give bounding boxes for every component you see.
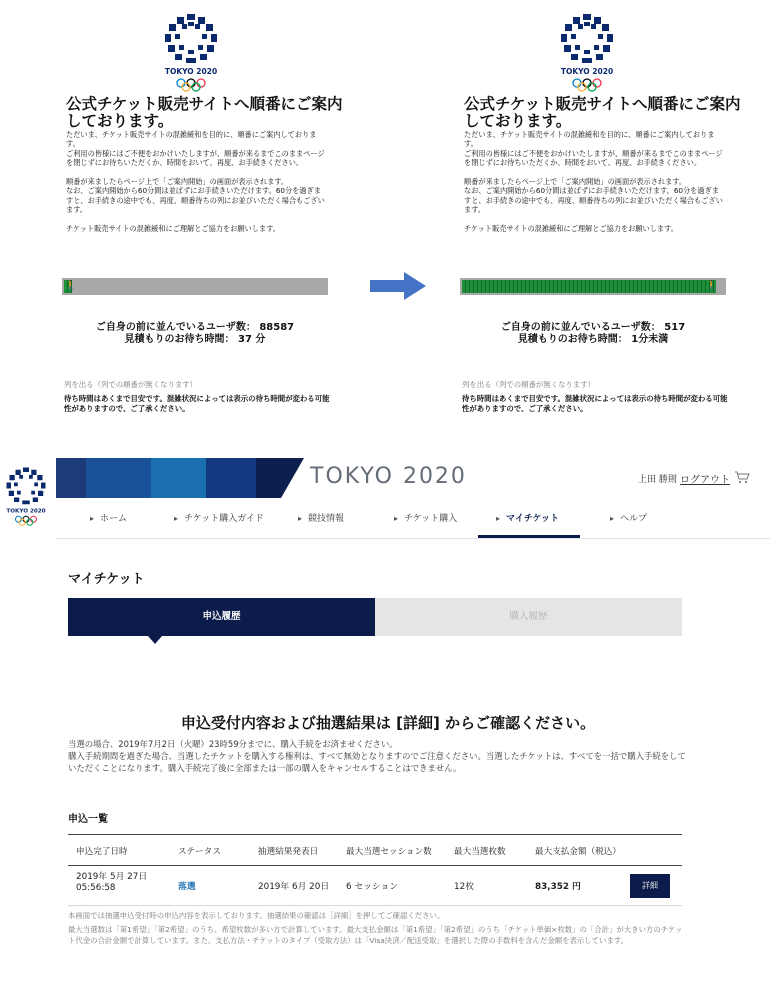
history-tabs: [68, 598, 682, 636]
column-header: 申込完了日時: [76, 847, 128, 857]
queue-note: 待ち時間はあくまで目安です。混雑状況によっては表示の待ち時間が変わる可能性がありますので、ご了承ください。: [462, 394, 728, 413]
tokyo-2020-emblem-icon: [558, 12, 616, 92]
users-ahead-count: 517: [664, 322, 686, 333]
queue-body-paragraph: 順番が来ましたらページ上で「ご案内開始」の画面が表示されます。 なお、ご案内開始から60分間は並ばずにお手続きいただけます。60分を過ぎますと、お手続きの途中でも、再度、順番待ちの列にお並びいただく場合もございます。: [464, 177, 723, 215]
footnotes: [68, 911, 688, 950]
users-ahead-label: ご自身の前に並んでいるユーザ数：: [95, 322, 256, 333]
queue-body-paragraph: ただいま、チケット販売サイトの混雑緩和を目的に、順番にご案内しております。 ご利用の皆様にはご不便をおかけいたしますが、順番が来るまでこのままページを閉じずにお待ちいただくか、時間をおいて、再度、お手続きください。: [66, 130, 325, 168]
purchase-notice: [68, 738, 688, 774]
emblem-text: TOKYO 2020: [164, 67, 218, 76]
queue-body-paragraph: ただいま、チケット販売サイトの混雑緩和を目的に、順番にご案内しております。 ご利用の皆様にはご不便をおかけいたしますが、順番が来るまでこのままページを閉じずにお待ちいただくか、時間をおいて、再度、お手続きください。: [464, 130, 723, 168]
footnote-paragraph: 本画面では抽選申込受付時の申込内容を表示しております。抽選結果の確認は［詳細］を押してご確認ください。: [68, 911, 445, 920]
users-ahead-label: ご自身の前に並んでいるユーザ数：: [500, 322, 661, 333]
status-badge: 落選: [178, 882, 196, 892]
max-sessions: 6 セッション: [346, 882, 399, 892]
tokyo-2020-emblem-icon[interactable]: [4, 466, 48, 526]
arrow-right-icon: [370, 272, 426, 300]
application-date: 2019年 5月 27日: [76, 872, 148, 882]
footnote-paragraph: 最大当選数は「第1希望」「第2希望」のうち、希望枚数が多い方で計算しています。最大支払金額は「第1希望」「第2希望」のうち「チケット単価×枚数」の「合計」が大きい方のチケット代金の合計金額で計算しています。また、支払方法・チケットのタイプ（受取方法）は「Visa決済／配送受取」を選択した際の手数料を含んだ金額を表示しています。: [68, 925, 683, 945]
queue-title: 公式チケット販売サイトへ順番にご案内しております。: [464, 95, 741, 130]
cart-icon[interactable]: [734, 470, 750, 484]
tab-active-notch: [148, 636, 162, 644]
wait-time-value: 37 分: [238, 334, 266, 345]
queue-body: [464, 130, 726, 243]
tab-application-history[interactable]: 申込履歴: [68, 598, 375, 636]
runner-icon: 🚶: [706, 281, 718, 291]
application-datetime: [76, 872, 147, 894]
nav-item-buy-tickets[interactable]: ▸ チケット購入: [394, 511, 457, 524]
queue-progress-bar: [460, 278, 726, 295]
nav-item-help[interactable]: ▸ ヘルプ: [610, 511, 647, 524]
column-header: 最大当選セッション数: [346, 847, 432, 857]
column-header: 最大当選枚数: [454, 847, 506, 857]
leave-queue-link[interactable]: 列を出る（列での順番が無くなります）: [64, 380, 198, 389]
wait-time-value: 1分未満: [631, 334, 669, 345]
wait-time-line: [460, 334, 726, 346]
table-header: [68, 834, 682, 866]
nav-item-home[interactable]: ▸ ホーム: [90, 511, 127, 524]
max-amount: 83,352 円: [535, 882, 581, 892]
tab-purchase-history[interactable]: 購入履歴: [375, 598, 682, 636]
leave-queue-link[interactable]: 列を出る（列での順番が無くなります）: [462, 380, 596, 389]
users-ahead-line: [460, 322, 726, 334]
emblem-text: TOKYO 2020: [6, 508, 46, 515]
column-header: ステータス: [178, 847, 221, 857]
queue-stats: [460, 322, 726, 346]
header-banner: [56, 458, 304, 498]
table-row: [68, 866, 682, 906]
queue-stats: [62, 322, 328, 346]
queue-title: 公式チケット販売サイトへ順番にご案内しております。: [66, 95, 343, 130]
main-nav: [56, 499, 770, 539]
result-date: 2019年 6月 20日: [258, 882, 330, 892]
queue-progress-fill: [462, 280, 716, 293]
detail-button[interactable]: 詳細: [630, 874, 670, 898]
queue-progress-bar: [62, 278, 328, 295]
users-ahead-line: [62, 322, 328, 334]
queue-body-paragraph: チケット販売サイトの混雑緩和にご理解とご協力をお願いします。: [66, 224, 280, 234]
notice-paragraph: 購入手続期間を過ぎた場合、当選したチケットを購入する権利は、すべて無効となりますのでご注意ください。当選したチケットは、すべてを一括で購入手続をしていただくことになります。購入手続完了後に全部または一部の購入をキャンセルすることはできません。: [68, 751, 686, 773]
results-headline: 申込受付内容および抽選結果は [詳細] からご確認ください。: [180, 714, 596, 732]
brand-title: TOKYO 2020: [310, 464, 467, 489]
wait-time-label: 見積もりのお待ち時間：: [517, 334, 628, 345]
nav-item-my-tickets[interactable]: ▸ マイチケット: [496, 511, 559, 524]
application-time: 05:56:58: [76, 883, 116, 893]
wait-time-line: [62, 334, 328, 346]
application-list-title: 申込一覧: [68, 814, 108, 825]
column-header: 最大支払金額（税込）: [535, 847, 621, 857]
emblem-text: TOKYO 2020: [560, 67, 614, 76]
nav-item-sports-info[interactable]: ▸ 競技情報: [298, 511, 344, 524]
column-header: 抽選結果発表日: [258, 847, 319, 857]
queue-body-paragraph: 順番が来ましたらページ上で「ご案内開始」の画面が表示されます。 なお、ご案内開始から60分間は並ばずにお手続きいただけます。60分を過ぎますと、お手続きの途中でも、再度、順番待ちの列にお並びいただく場合もございます。: [66, 177, 325, 215]
runner-icon: 🚶: [65, 281, 77, 291]
queue-note: 待ち時間はあくまで目安です。混雑状況によっては表示の待ち時間が変わる可能性がありますので、ご了承ください。: [64, 394, 330, 413]
tokyo-2020-emblem-icon: [162, 12, 220, 92]
queue-body: [66, 130, 328, 243]
logout-link[interactable]: ログアウト: [680, 475, 730, 486]
queue-body-paragraph: チケット販売サイトの混雑緩和にご理解とご協力をお願いします。: [464, 224, 678, 234]
application-table: [68, 834, 682, 906]
wait-time-label: 見積もりのお待ち時間：: [124, 334, 235, 345]
user-name: 上田 勝則: [638, 475, 677, 485]
users-ahead-count: 88587: [259, 322, 295, 333]
page-title: マイチケット: [68, 572, 145, 587]
notice-paragraph: 当選の場合、2019年7月2日（火曜）23時59分までに、購入手続をお済ませください。: [68, 739, 398, 749]
nav-item-ticket-guide[interactable]: ▸ チケット購入ガイド: [174, 511, 264, 524]
max-tickets: 12枚: [454, 882, 474, 892]
nav-active-indicator: [478, 535, 580, 538]
